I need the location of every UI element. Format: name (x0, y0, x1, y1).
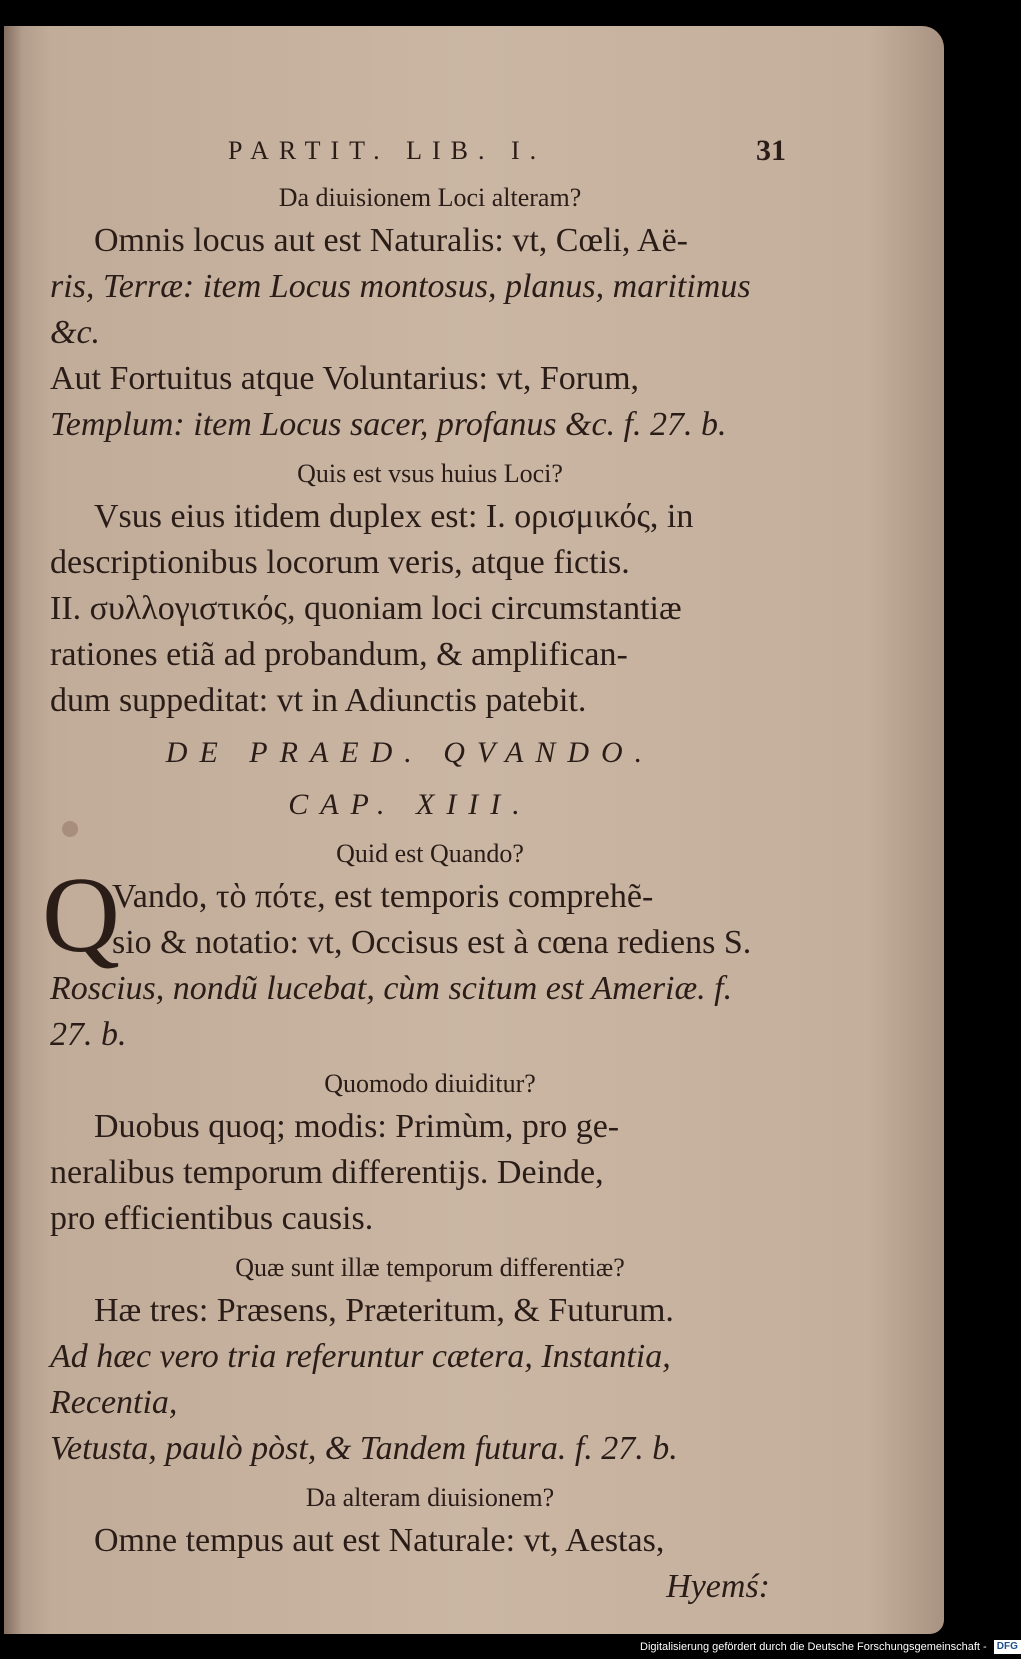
paragraph-6 (50, 1518, 770, 1610)
paragraph-6-line-1: Omne tempus aut est Naturale: vt, Aestas, (94, 1522, 665, 1559)
question-5: Quæ sunt illæ temporum differentiæ? (235, 1253, 625, 1282)
paragraph-2-line-3: II. συλλογιστικός, quoniam loci circumstantiæ (50, 590, 682, 627)
paragraph-4 (50, 1104, 770, 1242)
text-block (42, 134, 786, 1610)
paragraph-1-line-3: Aut Fortuitus atque Voluntarius: vt, Forum, (50, 360, 640, 397)
question-3: Quid est Quando? (336, 839, 524, 868)
paragraph-5-line-1: Hæ tres: Præsens, Præteritum, & Futurum. (94, 1292, 674, 1329)
paragraph-1 (50, 218, 770, 448)
dfg-logo: DFG (994, 1640, 1021, 1654)
paragraph-2-line-5: dum suppeditat: vt in Adiunctis patebit. (50, 682, 587, 719)
chapter-number: CAP. XIII. (288, 788, 532, 821)
paragraph-2-line-4: rationes etiã ad probandum, & amplifican- (50, 636, 628, 673)
book-page (4, 26, 944, 1634)
paragraph-2 (50, 494, 770, 724)
paragraph-4-line-3: pro efficientibus causis. (50, 1200, 374, 1237)
paragraph-3 (42, 856, 770, 975)
paragraph-3-line-2: sio & notatio: vt, Occisus est à cœna rediens S. (112, 924, 752, 961)
chapter-heading: DE PRAED. QVANDO. (165, 736, 655, 769)
drop-cap: Q (42, 856, 120, 975)
paragraph-5-line-2: Ad hæc vero tria referuntur cætera, Instantia, Recentia, (50, 1338, 671, 1421)
paragraph-1-line-2: ris, Terræ: item Locus montosus, planus, maritimus &c. (50, 268, 751, 351)
paragraph-2-line-2: descriptionibus locorum veris, atque fictis. (50, 544, 630, 581)
question-2: Quis est vsus huius Loci? (297, 459, 563, 488)
paragraph-1-line-1: Omnis locus aut est Naturalis: vt, Cœli, Aë- (94, 222, 688, 259)
running-head (50, 134, 786, 178)
question-1: Da diuisionem Loci alteram? (278, 183, 582, 212)
paragraph-5-line-3: Vetusta, paulò pòst, & Tandem futura. f. 27. b. (50, 1430, 678, 1467)
paragraph-4-line-2: neralibus temporum differentijs. Deinde, (50, 1154, 604, 1191)
running-head-title: PARTIT. LIB. I. (228, 136, 547, 165)
paragraph-3-line-1: Vando, τὸ πότε, est temporis comprehẽ- (112, 878, 654, 915)
catchword: Hyemś: (666, 1568, 770, 1605)
paragraph-1-line-4: Templum: item Locus sacer, profanus &c. f. 27. b. (50, 406, 727, 443)
digitization-credit (640, 1636, 1018, 1659)
paragraph-5 (50, 1288, 770, 1472)
paragraph-4-line-1: Duobus quoq; modis: Primùm, pro ge- (94, 1108, 620, 1145)
question-4: Quomodo diuiditur? (324, 1069, 536, 1098)
question-6: Da alteram diuisionem? (305, 1483, 555, 1512)
paragraph-3-line-3: Roscius, nondũ lucebat, cùm scitum est Ameriæ. f. 27. b. (50, 970, 733, 1053)
page-number: 31 (756, 134, 786, 167)
page-gutter-shadow (4, 26, 22, 1634)
paragraph-2-line-1: Vsus eius itidem duplex est: I. ορισμικός, in (94, 498, 694, 535)
credit-text: Digitalisierung gefördert durch die Deutsche Forschungsgemeinschaft - (640, 1641, 987, 1653)
